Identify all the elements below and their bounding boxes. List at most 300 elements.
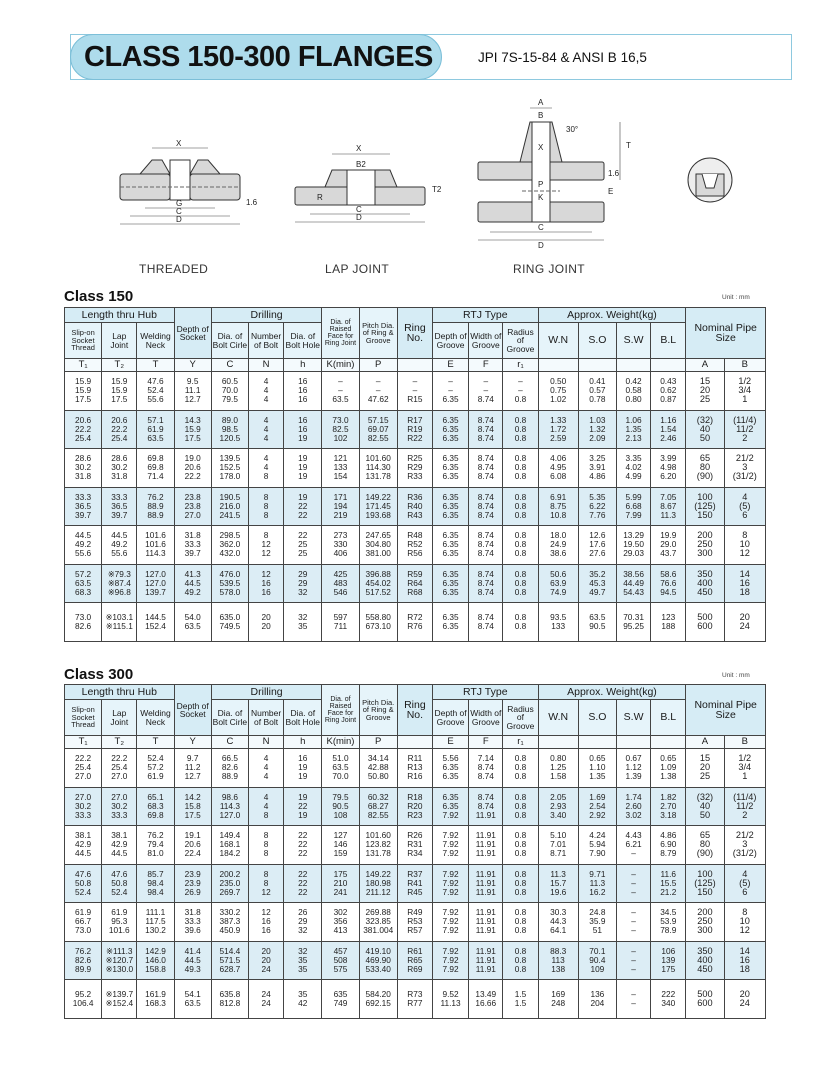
table-cell: 136 204	[578, 980, 616, 1019]
table-cell: 65.1 68.3 69.8	[137, 787, 174, 826]
table-cell: 0.8 0.8 0.8	[503, 564, 538, 603]
table-cell: 4 (5) 6	[724, 487, 765, 526]
table-cell: 95.2 106.4	[65, 980, 102, 1019]
table-cell: 635.8 812.8	[211, 980, 248, 1019]
hdr-so: S.O	[578, 700, 616, 736]
table-cell: 330.2 387.3 450.9	[211, 903, 248, 942]
fig-label: D	[356, 213, 362, 222]
fig-label: C	[356, 205, 362, 214]
sym-blank	[578, 736, 616, 749]
table-cell: 11.91 11.91 11.91	[469, 864, 503, 903]
table-cell: 597 711	[322, 603, 359, 642]
table-cell: R48 R52 R56	[397, 526, 432, 565]
hdr-wn: W.N	[538, 700, 578, 736]
table-cell: 73.0 82.6	[65, 603, 102, 642]
table-cell: 30.3 44.3 64.1	[538, 903, 578, 942]
sym-r1: r₁	[503, 736, 538, 749]
table-cell: 4.43 6.21 –	[616, 826, 650, 865]
table-cell: 1/2 3/4 1	[724, 749, 765, 788]
class150-table	[64, 307, 766, 642]
table-cell: 76.2 82.6 89.9	[65, 941, 102, 980]
table-cell: 635.0 749.5	[211, 603, 248, 642]
table-cell: 11.3 15.7 19.6	[538, 864, 578, 903]
table-cell: 32 35	[284, 603, 322, 642]
table-cell: 54.1 63.5	[174, 980, 211, 1019]
table-cell: 47.6 52.4 55.6	[137, 372, 174, 411]
table-cell: 169 248	[538, 980, 578, 1019]
hdr-rtj-type: RTJ Type	[432, 685, 538, 700]
table-cell: 35 42	[284, 980, 322, 1019]
sym-blank	[651, 736, 686, 749]
hdr-groove-width: Width of Groove	[469, 700, 503, 736]
table-cell: 3.35 4.02 4.99	[616, 449, 650, 488]
table-cell: 31.8 33.3 39.6	[174, 903, 211, 942]
table-cell: 35.2 45.3 49.7	[578, 564, 616, 603]
table-cell: 50.6 63.9 74.9	[538, 564, 578, 603]
table-cell: 8.74 8.74 8.74	[469, 410, 503, 449]
fig-label: D	[538, 241, 544, 250]
table-cell: 2.05 2.93 3.40	[538, 787, 578, 826]
table-cell: 31.8 33.3 39.7	[174, 526, 211, 565]
table-cell: ※139.7 ※152.4	[102, 980, 137, 1019]
table-cell: R72 R76	[397, 603, 432, 642]
sym-t2: T₂	[102, 736, 137, 749]
table-cell: 20.6 22.2 25.4	[102, 410, 137, 449]
table-cell: 9.52 11.13	[432, 980, 468, 1019]
table-cell: 350 400 450	[686, 564, 724, 603]
hdr-pitch-dia: Pitch Dia. of Ring & Groove	[359, 685, 397, 736]
table-cell: 76.2 79.4 81.0	[137, 826, 174, 865]
table-cell: 41.3 44.5 49.2	[174, 564, 211, 603]
table-cell: 419.10 469.90 533.40	[359, 941, 397, 980]
table-cell: 33.3 36.5 39.7	[102, 487, 137, 526]
hdr-slip-on: Slip-on Socket Thread	[65, 323, 102, 359]
table-cell: 171 194 219	[322, 487, 359, 526]
table-row-group	[65, 787, 766, 826]
table-cell: 4.86 6.90 8.79	[651, 826, 686, 865]
table-cell: 57.1 61.9 63.5	[137, 410, 174, 449]
ring-groove-detail	[688, 158, 732, 202]
sym-n: N	[249, 736, 284, 749]
class300-title: Class 300	[64, 666, 134, 683]
hdr-nominal: Nominal Pipe Size	[686, 685, 766, 736]
hdr-lap-joint: Lap Joint	[102, 323, 137, 359]
table-cell: 0.80 1.25 1.58	[538, 749, 578, 788]
sym-blank	[616, 736, 650, 749]
table-cell: 7.92 7.92 7.92	[432, 826, 468, 865]
table-cell: 12 16 16	[249, 903, 284, 942]
table-cell: 396.88 454.02 517.52	[359, 564, 397, 603]
table-cell: 1.5 1.5	[503, 980, 538, 1019]
table-cell: 66.5 82.6 88.9	[211, 749, 248, 788]
fig-label: G	[176, 199, 183, 208]
table-cell: R49 R53 R57	[397, 903, 432, 942]
table-cell: 22 25 25	[284, 526, 322, 565]
table-cell: 19.0 20.6 22.2	[174, 449, 211, 488]
table-cell: 476.0 539.5 578.0	[211, 564, 248, 603]
standard-reference: JPI 7S-15-84 & ANSI B 16,5	[478, 50, 647, 65]
table-cell: 273 330 406	[322, 526, 359, 565]
sym-y: Y	[174, 359, 211, 372]
table-cell: 1.03 1.32 2.09	[578, 410, 616, 449]
page-title: CLASS 150-300 FLANGES	[84, 41, 433, 73]
table-cell: 15.9 15.9 17.5	[65, 372, 102, 411]
fig-label: B2	[356, 160, 366, 169]
table-cell: 4 4 4	[249, 749, 284, 788]
fig-label: T	[626, 141, 631, 150]
sym-t: T	[137, 736, 174, 749]
table-cell: 0.8 0.8 0.8	[503, 903, 538, 942]
table-cell: R17 R19 R22	[397, 410, 432, 449]
table-cell: (32) 40 50	[686, 787, 724, 826]
table-cell: 14 16 18	[724, 941, 765, 980]
table-cell: 200.2 235.0 269.7	[211, 864, 248, 903]
table-row-group	[65, 749, 766, 788]
class300-body	[65, 749, 766, 1019]
hdr-slip-on: Slip-on Socket Thread	[65, 700, 102, 736]
table-cell: 1.74 2.60 3.02	[616, 787, 650, 826]
fig-label: E	[608, 187, 614, 196]
sym-c: C	[211, 359, 248, 372]
table-cell: 298.5 362.0 432.0	[211, 526, 248, 565]
sym-p: P	[359, 359, 397, 372]
table-cell: 5.35 6.22 7.76	[578, 487, 616, 526]
hdr-length-thru-hub: Length thru Hub	[65, 308, 175, 323]
table-cell: – –	[616, 980, 650, 1019]
table-cell: 4 4 8	[249, 449, 284, 488]
table-cell: 9.7 11.2 12.7	[174, 749, 211, 788]
table-cell: 52.4 57.2 61.9	[137, 749, 174, 788]
table-cell: 7.05 8.67 11.3	[651, 487, 686, 526]
class150-title: Class 150	[64, 288, 134, 305]
table-cell: 100 (125) 150	[686, 864, 724, 903]
table-cell: 144.5 152.4	[137, 603, 174, 642]
table-cell: (11/4) 11/2 2	[724, 410, 765, 449]
table-cell: R59 R64 R68	[397, 564, 432, 603]
table-cell: 635 749	[322, 980, 359, 1019]
table-cell: 41.4 44.5 49.3	[174, 941, 211, 980]
sym-e: E	[432, 736, 468, 749]
fig-label: C	[538, 223, 544, 232]
table-cell: 16 19 19	[284, 749, 322, 788]
table-cell: 200 250 300	[686, 526, 724, 565]
hdr-nominal: Nominal Pipe Size	[686, 308, 766, 359]
table-cell: 5.10 7.01 8.71	[538, 826, 578, 865]
table-cell: 247.65 304.80 381.00	[359, 526, 397, 565]
table-cell: (32) 40 50	[686, 410, 724, 449]
sym-n: N	[249, 359, 284, 372]
table-cell: 57.15 69.07 82.55	[359, 410, 397, 449]
table-cell: ※79.3 ※87.4 ※96.8	[102, 564, 137, 603]
fig-label: T2	[432, 185, 442, 194]
table-cell: 139.5 152.5 178.0	[211, 449, 248, 488]
table-cell: 123 188	[651, 603, 686, 642]
table-cell: – – 47.62	[359, 372, 397, 411]
ring-joint-diagram	[478, 108, 620, 240]
table-cell: 93.5 133	[538, 603, 578, 642]
table-cell: 0.43 0.62 0.87	[651, 372, 686, 411]
table-cell: 190.5 216.0 241.5	[211, 487, 248, 526]
table-cell: R61 R65 R69	[397, 941, 432, 980]
table-cell: 65 80 (90)	[686, 826, 724, 865]
table-cell: 21/2 3 (31/2)	[724, 449, 765, 488]
table-cell: R26 R31 R34	[397, 826, 432, 865]
table-cell: 88.3 113 138	[538, 941, 578, 980]
table-cell: 6.35 6.35 6.35	[432, 564, 468, 603]
table-cell: 11.91 11.91 11.91	[469, 941, 503, 980]
table-cell: 121 133 154	[322, 449, 359, 488]
table-row-group	[65, 864, 766, 903]
table-cell: 19 22 19	[284, 787, 322, 826]
table-cell: – – –	[616, 941, 650, 980]
hdr-rtj-type: RTJ Type	[432, 308, 538, 323]
table-cell: 8 8 8	[249, 487, 284, 526]
table-cell: 20 24	[724, 980, 765, 1019]
sym-blank	[538, 359, 578, 372]
table-row-group	[65, 410, 766, 449]
table-cell: 44.5 49.2 55.6	[65, 526, 102, 565]
table-cell: 1.33 1.72 2.59	[538, 410, 578, 449]
table-cell: ※111.3 ※120.7 ※130.0	[102, 941, 137, 980]
hdr-drilling: Drilling	[211, 308, 322, 323]
hdr-bolt-circle: Dia. of Bolt Cirle	[211, 323, 248, 359]
table-cell: – – –	[616, 903, 650, 942]
hdr-drilling: Drilling	[211, 685, 322, 700]
sym-blank	[397, 359, 432, 372]
hdr-ring-no: Ring No.	[397, 685, 432, 736]
table-cell: 57.2 63.5 68.3	[65, 564, 102, 603]
class300-unit: Unit : mm	[722, 672, 750, 679]
hdr-groove-width: Width of Groove	[469, 323, 503, 359]
table-cell: 47.6 50.8 52.4	[102, 864, 137, 903]
table-cell: 4 4 4	[249, 372, 284, 411]
table-row-group	[65, 603, 766, 642]
table-cell: 73.0 82.5 102	[322, 410, 359, 449]
table-cell: 20 20 24	[249, 941, 284, 980]
fig-label: 30°	[566, 125, 579, 134]
table-cell: 106 139 175	[651, 941, 686, 980]
hdr-ring-no: Ring No.	[397, 308, 432, 359]
table-cell: 1.69 2.54 2.92	[578, 787, 616, 826]
hdr-groove-radius: Radius of Groove	[503, 323, 538, 359]
table-cell: 76.2 88.9 88.9	[137, 487, 174, 526]
sym-r1: r₁	[503, 359, 538, 372]
hdr-num-bolt: Number of Bolt	[249, 700, 284, 736]
table-cell: 3.99 4.98 6.20	[651, 449, 686, 488]
sym-blank	[651, 359, 686, 372]
table-cell: 8.74 8.74 8.74	[469, 449, 503, 488]
fig-label: X	[538, 143, 544, 152]
table-cell: 0.8 0.8 0.8	[503, 749, 538, 788]
table-cell: 1/2 3/4 1	[724, 372, 765, 411]
sym-b: B	[724, 359, 765, 372]
table-row-group	[65, 526, 766, 565]
table-cell: 8 8 8	[249, 826, 284, 865]
hdr-depth-socket: Depth of Socket	[174, 308, 211, 359]
table-cell: 127.0 127.0 139.7	[137, 564, 174, 603]
lap-joint-caption: LAP JOINT	[325, 262, 390, 276]
table-cell: 51.0 63.5 70.0	[322, 749, 359, 788]
sym-k: K(min)	[322, 736, 359, 749]
table-cell: 12.6 17.6 27.6	[578, 526, 616, 565]
hdr-length-thru-hub: Length thru Hub	[65, 685, 175, 700]
table-cell: 32 35 35	[284, 941, 322, 980]
table-cell: 8 10 12	[724, 903, 765, 942]
table-cell: 27.0 30.2 33.3	[65, 787, 102, 826]
sym-h: h	[284, 359, 322, 372]
table-cell: – – 63.5	[322, 372, 359, 411]
fig-label: 1.6	[246, 198, 258, 207]
sym-a: A	[686, 736, 724, 749]
table-cell: 269.88 323.85 381.004	[359, 903, 397, 942]
table-cell: 175 210 241	[322, 864, 359, 903]
table-cell: 6.35 6.35 6.35	[432, 449, 468, 488]
table-cell: 8.74 8.74 11.91	[469, 787, 503, 826]
table-cell: 61.9 95.3 101.6	[102, 903, 137, 942]
table-cell: 15 20 25	[686, 372, 724, 411]
fig-label: B	[538, 111, 544, 120]
table-cell: 8 8 12	[249, 864, 284, 903]
sym-p: P	[359, 736, 397, 749]
sym-blank	[538, 736, 578, 749]
table-cell: 7.14 8.74 8.74	[469, 749, 503, 788]
table-cell: 44.5 49.2 55.6	[102, 526, 137, 565]
hdr-weight: Approx. Weight(kg)	[538, 308, 686, 323]
table-cell: 29 29 32	[284, 564, 322, 603]
sym-y: Y	[174, 736, 211, 749]
table-cell: 26 29 32	[284, 903, 322, 942]
table-cell: 28.6 30.2 31.8	[65, 449, 102, 488]
table-cell: 149.22 171.45 193.68	[359, 487, 397, 526]
class150-body	[65, 372, 766, 642]
sym-blank	[616, 359, 650, 372]
table-cell: 0.8 0.8 0.8	[503, 787, 538, 826]
table-cell: 14.3 15.9 17.5	[174, 410, 211, 449]
table-cell: 38.56 44.49 54.43	[616, 564, 650, 603]
hdr-bl: B.L	[651, 700, 686, 736]
table-cell: – – 0.8	[503, 372, 538, 411]
table-row-group	[65, 564, 766, 603]
table-cell: 23.8 23.8 27.0	[174, 487, 211, 526]
hdr-bolt-hole: Dia. of Bolt Hole	[284, 700, 322, 736]
table-cell: 0.8 0.8 0.8	[503, 410, 538, 449]
table-cell: 6.35 6.35	[432, 603, 468, 642]
table-cell: 3.25 3.91 4.86	[578, 449, 616, 488]
table-cell: – – –	[616, 864, 650, 903]
table-cell: 100 (125) 150	[686, 487, 724, 526]
sym-t2: T₂	[102, 359, 137, 372]
table-cell: 61.9 66.7 73.0	[65, 903, 102, 942]
hdr-sw: S.W	[616, 700, 650, 736]
hdr-groove-depth: Depth of Groove	[432, 700, 468, 736]
table-cell: 14 16 18	[724, 564, 765, 603]
table-cell: 6.35 6.35 6.35	[432, 410, 468, 449]
table-cell: 60.32 68.27 82.55	[359, 787, 397, 826]
table-cell: 60.5 70.0 79.5	[211, 372, 248, 411]
table-cell: 54.0 63.5	[174, 603, 211, 642]
table-cell: 6.91 8.75 10.8	[538, 487, 578, 526]
table-cell: 8 10 12	[724, 526, 765, 565]
table-row-group	[65, 980, 766, 1019]
table-cell: 6.35 6.35 6.35	[432, 526, 468, 565]
table-cell: R73 R77	[397, 980, 432, 1019]
table-cell: 0.8 0.8 0.8	[503, 941, 538, 980]
table-cell: 425 483 546	[322, 564, 359, 603]
table-cell: 101.60 123.82 131.78	[359, 826, 397, 865]
table-cell: 69.8 69.8 71.4	[137, 449, 174, 488]
table-cell: 0.42 0.58 0.80	[616, 372, 650, 411]
class300-table	[64, 684, 766, 1019]
table-cell: 0.8 0.8	[503, 603, 538, 642]
table-cell: 8.74 8.74 8.74	[469, 487, 503, 526]
table-cell: 11.91 11.91 11.91	[469, 903, 503, 942]
table-cell: 22.2 25.4 27.0	[102, 749, 137, 788]
table-cell: 19 22 22	[284, 487, 322, 526]
table-cell: 79.5 90.5 108	[322, 787, 359, 826]
table-cell: 7.92 7.92 7.92	[432, 941, 468, 980]
table-cell: 161.9 168.3	[137, 980, 174, 1019]
table-cell: 22.2 25.4 27.0	[65, 749, 102, 788]
fig-label: K	[538, 193, 544, 202]
table-cell: 4.06 4.95 6.08	[538, 449, 578, 488]
table-cell: 500 600	[686, 980, 724, 1019]
table-cell: R37 R41 R45	[397, 864, 432, 903]
table-cell: 8.74 8.74 8.74	[469, 564, 503, 603]
fig-label: X	[356, 144, 362, 153]
table-cell: 0.41 0.57 0.78	[578, 372, 616, 411]
sym-f: F	[469, 359, 503, 372]
table-cell: 0.8 0.8 0.8	[503, 449, 538, 488]
table-row-group	[65, 941, 766, 980]
table-cell: 27.0 30.2 33.3	[102, 787, 137, 826]
table-cell: 558.80 673.10	[359, 603, 397, 642]
hdr-so: S.O	[578, 323, 616, 359]
table-cell: 4 (5) 6	[724, 864, 765, 903]
table-cell: 20 24	[724, 603, 765, 642]
fig-label: P	[538, 180, 544, 189]
hdr-sw: S.W	[616, 323, 650, 359]
class150-unit: Unit : mm	[722, 294, 750, 301]
table-cell: 5.99 6.68 7.99	[616, 487, 650, 526]
table-cell: 0.67 1.12 1.39	[616, 749, 650, 788]
table-cell: 1.16 1.54 2.46	[651, 410, 686, 449]
hdr-weight: Approx. Weight(kg)	[538, 685, 686, 700]
table-cell: 38.1 42.9 44.5	[102, 826, 137, 865]
table-cell: 22 22 22	[284, 826, 322, 865]
table-cell: 101.6 101.6 114.3	[137, 526, 174, 565]
table-cell: 15.9 15.9 17.5	[102, 372, 137, 411]
table-cell: 24.8 35.9 51	[578, 903, 616, 942]
table-cell: – – R15	[397, 372, 432, 411]
table-cell: R11 R13 R16	[397, 749, 432, 788]
hdr-lap-joint: Lap Joint	[102, 700, 137, 736]
table-cell: 19.1 20.6 22.4	[174, 826, 211, 865]
table-cell: 0.65 1.09 1.38	[651, 749, 686, 788]
table-cell: 149.4 168.1 184.2	[211, 826, 248, 865]
sym-t1: T₁	[65, 359, 102, 372]
table-cell: 500 600	[686, 603, 724, 642]
fig-label: R	[317, 193, 323, 202]
table-cell: 19 19 19	[284, 449, 322, 488]
table-cell: 70.31 95.25	[616, 603, 650, 642]
table-cell: 8.74 8.74 8.74	[469, 526, 503, 565]
hdr-num-bolt: Number of Bolt	[249, 323, 284, 359]
table-cell: 514.4 571.5 628.7	[211, 941, 248, 980]
table-cell: 6.35 6.35 6.35	[432, 487, 468, 526]
table-cell: 142.9 146.0 158.8	[137, 941, 174, 980]
table-cell: 0.8 0.8 0.8	[503, 526, 538, 565]
table-cell: 1.82 2.70 3.18	[651, 787, 686, 826]
